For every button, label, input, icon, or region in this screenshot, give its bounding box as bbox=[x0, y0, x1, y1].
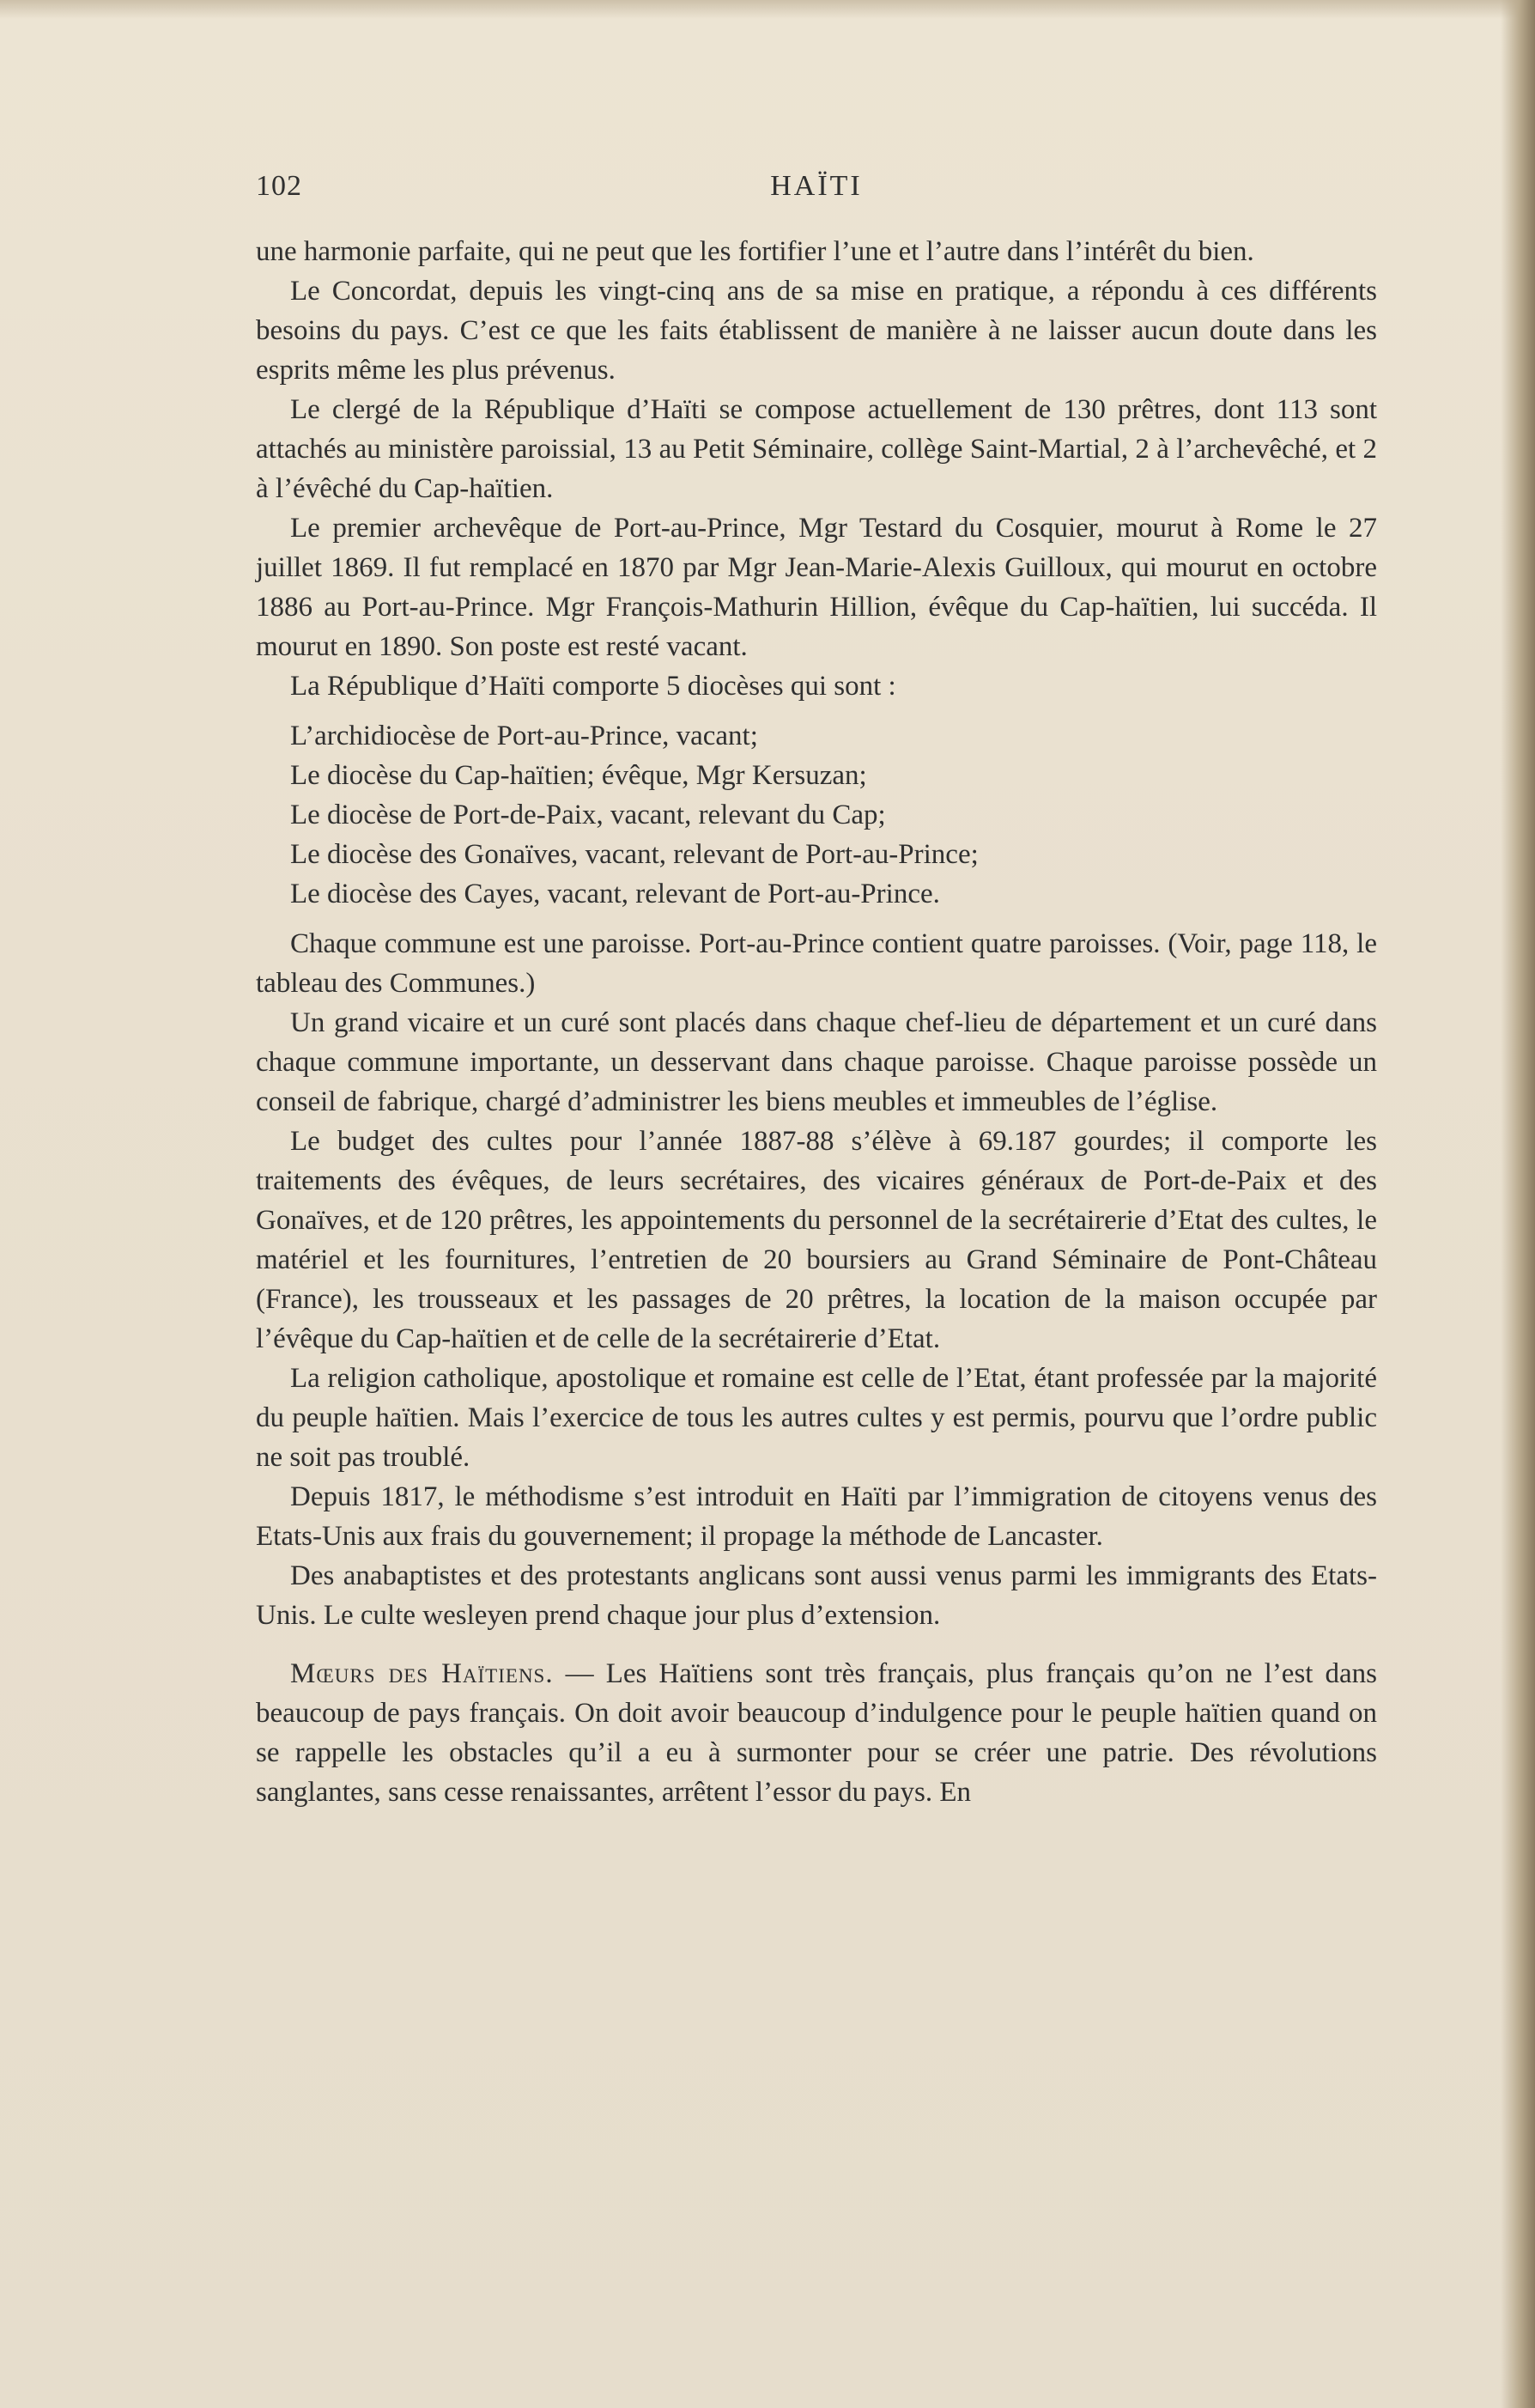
diocese-item: Le diocèse du Cap-haïtien; évêque, Mgr Kersuzan; bbox=[290, 760, 867, 791]
paragraph-methodism: Depuis 1817, le méthodisme s’est introduit en Haïti par l’immigration de citoyens venus des Etats-Unis aux frais du gouvernement; il propage la méthode de Lancaster. bbox=[256, 1481, 1377, 1552]
diocese-item: Le diocèse des Cayes, vacant, relevant de Port-au-Prince. bbox=[290, 879, 940, 909]
body-text bbox=[256, 232, 1377, 1812]
paragraph-clergy: Le clergé de la République d’Haïti se compose actuellement de 130 prêtres, dont 113 sont attachés au ministère paroissial, 13 au Petit Séminaire, collège Saint-Martial, 2 à l’archevêché, et 2 à l’évêché du Cap-haïtien. bbox=[256, 394, 1377, 504]
paragraph-vicars: Un grand vicaire et un curé sont placés dans chaque chef-lieu de département et un curé dans chaque commune importante, un desservant dans chaque paroisse. Chaque paroisse possède un conseil de fabrique, chargé d’administrer les biens meubles et immeubles de l’église. bbox=[256, 1007, 1377, 1117]
paragraph-parishes: Chaque commune est une paroisse. Port-au-Prince contient quatre paroisses. (Voir, page 118, le tableau des Communes.) bbox=[256, 928, 1377, 999]
diocese-list bbox=[256, 716, 1377, 914]
paragraph-religion: La religion catholique, apostolique et romaine est celle de l’Etat, étant professée par la majorité du peuple haïtien. Mais l’exercice de tous les autres cultes y est permis, pourvu que l’ordre public ne soit pas troublé. bbox=[256, 1363, 1377, 1473]
page-top-edge bbox=[0, 0, 1535, 19]
diocese-item: Le diocèse des Gonaïves, vacant, relevant de Port-au-Prince; bbox=[290, 839, 979, 870]
running-title: HAÏTI bbox=[770, 170, 863, 202]
page-number: 102 bbox=[256, 170, 302, 202]
paragraph-moeurs bbox=[256, 1654, 1377, 1812]
page-right-edge bbox=[1501, 0, 1535, 2408]
section-heading: Mœurs des Haïtiens. bbox=[290, 1658, 554, 1689]
paragraph-dioceses-intro: La République d’Haïti comporte 5 diocèses qui sont : bbox=[290, 671, 896, 702]
paragraph-continued: une harmonie parfaite, qui ne peut que les fortifier l’une et l’autre dans l’intérêt du bien. bbox=[256, 236, 1254, 267]
paragraph-budget: Le budget des cultes pour l’année 1887-88 s’élève à 69.187 gourdes; il comporte les traitements des évêques, de leurs secrétaires, des vicaires généraux de Port-de-Paix et des Gonaïves, et de 120 prêtres, les appointements du personnel de la secrétairerie d’Etat des cultes, le matériel et les fournitures, l’entretien de 20 boursiers au Grand Séminaire de Pont-Château (France), les trousseaux et les passages de 20 prêtres, la location de la maison occupée par l’évêque du Cap-haïtien et de celle de la secrétairerie d’Etat. bbox=[256, 1126, 1377, 1354]
page-header bbox=[256, 170, 1377, 215]
diocese-item: L’archidiocèse de Port-au-Prince, vacant; bbox=[290, 721, 758, 751]
diocese-item: Le diocèse de Port-de-Paix, vacant, relevant du Cap; bbox=[290, 800, 886, 830]
paragraph-moeurs-text: — Les Haïtiens sont très français, plus français qu’on ne l’est dans beaucoup de pays français. On doit avoir beaucoup d’indulgence pour le peuple haïtien quand on se rappelle les obstacles qu’il a eu à surmonter pour se créer une patrie. Des révolutions sanglantes, sans cesse renaissantes, arrêtent l’essor du pays. En bbox=[256, 1658, 1377, 1808]
paragraph-concordat: Le Concordat, depuis les vingt-cinq ans de sa mise en pratique, a répondu à ces différents besoins du pays. C’est ce que les faits établissent de manière à ne laisser aucun doute dans les esprits même les plus prévenus. bbox=[256, 276, 1377, 386]
paragraph-archbishops: Le premier archevêque de Port-au-Prince, Mgr Testard du Cosquier, mourut à Rome le 27 juillet 1869. Il fut remplacé en 1870 par Mgr Jean-Marie-Alexis Guilloux, qui mourut en octobre 1886 au Port-au-Prince. Mgr François-Mathurin Hillion, évêque du Cap-haïtien, lui succéda. Il mourut en 1890. Son poste est resté vacant. bbox=[256, 513, 1377, 662]
paragraph-anabaptists: Des anabaptistes et des protestants anglicans sont aussi venus parmi les immigrants des Etats-Unis. Le culte wesleyen prend chaque jour plus d’extension. bbox=[256, 1560, 1377, 1631]
